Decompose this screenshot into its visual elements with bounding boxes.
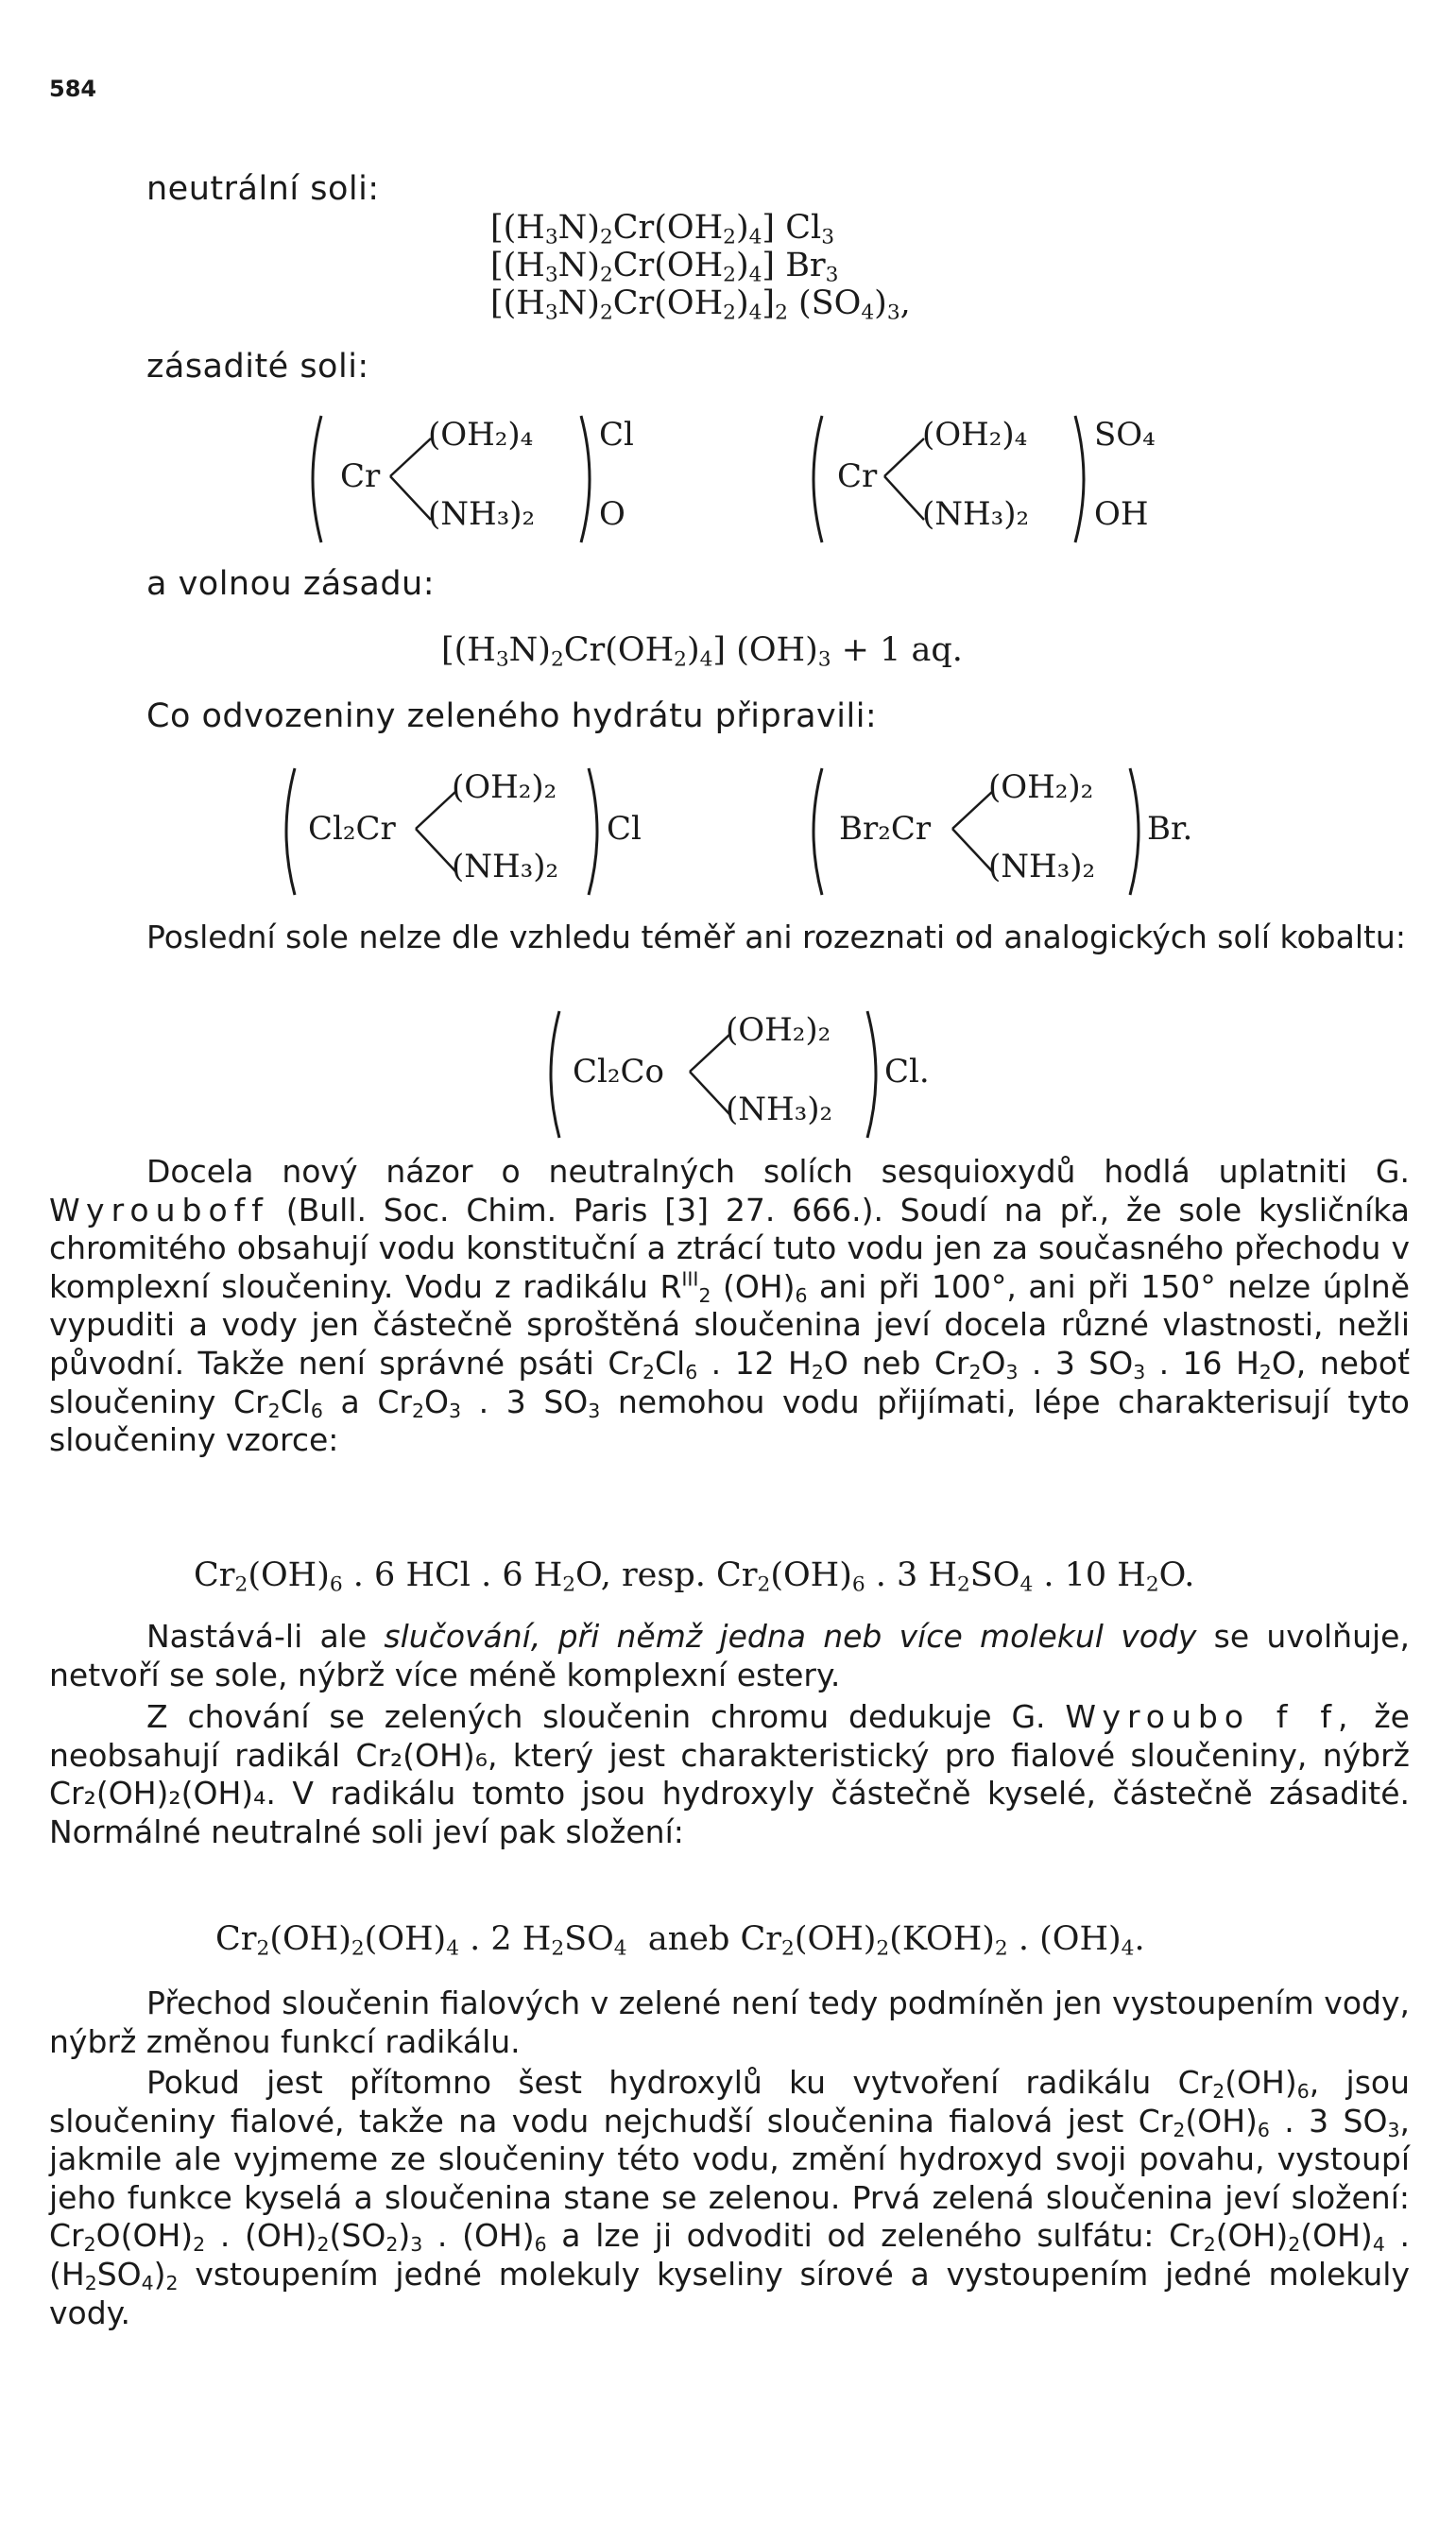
complex-center: Cr bbox=[340, 457, 381, 495]
ligand-water: (OH₂)₄ bbox=[428, 416, 534, 454]
complex-center: Cl₂Co bbox=[573, 1053, 665, 1091]
ligand-water: (OH₂)₂ bbox=[452, 768, 557, 806]
formula-neutral-chloride: $[(H_3N)_2Cr(OH_2)_4]$ $Cl_3$ bbox=[490, 209, 834, 249]
label-free-base: a volnou zásadu: bbox=[146, 565, 436, 603]
author-name: Wyroubo f f, bbox=[1065, 1698, 1355, 1735]
green-hydrate-chloride-complex bbox=[274, 761, 671, 902]
paragraph-hydroxyls: Pokud jest přítomno šest hydroxylů ku vytvoření radikálu $Cr_2(OH)_6$, jsou sloučeniny fialové, takže na vodu nejchudší sloučenina fialová jest $Cr_2(OH)_6$ . 3 $SO_3$, jakmile ale vyjmeme ze sloučeniny této vodu, změní hydroxyd svoji povahu, vystoupí jeho funkce kyselá a sloučenina stane se zelenou. Prvá zelená sloučenina jeví složení: $Cr_2O(OH)_2$ . $(OH)_2(SO_2)_3$ . $(OH)_6$ a lze ji odvoditi od zeleného sulfátu: $Cr_2(OH)_2(OH)_4$ . $(H_2SO_4)_2$ vstoupením jedné molekuly kyseliny sírové a vystoupením jedné molekuly vody. bbox=[49, 2064, 1410, 2331]
ligand-ammonia: (NH₃)₂ bbox=[452, 848, 559, 885]
formula-neutral-salt-composition: $Cr_2(OH)_2(OH)_4$ . 2 $H_2SO_4$ aneb $Cr_2(OH)_2(KOH)_2$ . $(OH)_4$. bbox=[215, 1920, 1145, 1961]
ligand-ammonia: (NH₃)₂ bbox=[428, 495, 536, 533]
ligand-water: (OH₂)₂ bbox=[726, 1011, 831, 1049]
paragraph-cobalt-comparison: Poslední sole nelze dle vzhledu téměř ani rozeznati od analogických solí kobaltu: bbox=[146, 919, 1406, 955]
ligand-water: (OH₂)₄ bbox=[922, 416, 1028, 454]
label-green-hydrate: Co odvozeniny zeleného hydrátu připravili: bbox=[146, 697, 878, 735]
label-basic-salts: zásadité soli: bbox=[146, 348, 369, 386]
outer-chlorine: Cl. bbox=[884, 1053, 930, 1091]
outer-bromine: Br. bbox=[1147, 810, 1193, 848]
complex-center: Cr bbox=[837, 457, 878, 495]
green-hydrate-bromide-complex bbox=[801, 761, 1198, 902]
outer-sulfate: SO₄ bbox=[1094, 416, 1156, 454]
page-number: 584 bbox=[49, 76, 97, 102]
formula-free-base: $[(H_3N)_2Cr(OH_2)_4] (OH)_3 + 1$ aq. bbox=[441, 631, 963, 672]
paragraph-esters: Nastává-li ale slučování, při němž jedna neb více molekul vody se uvolňuje, netvoří se sole, nýbrž více méně komplexní estery. bbox=[49, 1618, 1410, 1693]
ligand-ammonia: (NH₃)₂ bbox=[988, 848, 1096, 885]
outer-oxygen: O bbox=[599, 495, 625, 533]
author-name: Wyrouboff bbox=[49, 1191, 269, 1229]
complex-center: Cl₂Cr bbox=[308, 810, 396, 848]
cobalt-complex bbox=[539, 1004, 935, 1145]
basic-salt-sulfate-complex bbox=[801, 408, 1179, 550]
paragraph-transition: Přechod sloučenin fialových v zelené není tedy podmíněn jen vystoupením vody, nýbrž změnou funkcí radikálu. bbox=[49, 1985, 1410, 2060]
basic-salt-chloride-complex bbox=[300, 408, 659, 550]
outer-chlorine: Cl bbox=[607, 810, 642, 848]
complex-center: Br₂Cr bbox=[839, 810, 932, 848]
outer-chlorine: Cl bbox=[599, 416, 634, 454]
paragraph-green-compounds: Z chování se zelených sloučenin chromu dedukuje G. Wyroubo f f, že neobsahují radikál Cr₂(OH)₆, který jest charakteristický pro fialové sloučeniny, nýbrž Cr₂(OH)₂(OH)₄. V radikálu tomto jsou hydroxyly částečně kyselé, částečně zásadité. Normálné neutralné soli jeví pak složení: bbox=[49, 1698, 1410, 1850]
formula-neutral-sulfate: $[(H_3N)_2Cr(OH_2)_4]_2$ $(SO_4)_3$, bbox=[490, 284, 911, 325]
ligand-ammonia: (NH₃)₂ bbox=[922, 495, 1030, 533]
ligand-water: (OH₂)₂ bbox=[988, 768, 1094, 806]
paragraph-wyrouboff-theory: Docela nový názor o neutralných solích sesquioxydů hodlá uplatniti G. Wyrouboff (Bull. Soc. Chim. Paris [3] 27. 666.). Soudí na př., že sole kysličníka chromitého obsahují vodu konstituční a ztrácí tuto vodu jen za současného přechodu v komplexní sloučeniny. Vodu z radikálu $R^{III}_2$ $(OH)_6$ ani při 100°, ani při 150° nelze úplně vypuditi a vody jen částečně sproštěná sloučenina jeví docela různé vlastnosti, nežli původní. Takže není správné psáti $Cr_2Cl_6$ . 12 $H_2O$ neb $Cr_2O_3$ . 3 $SO_3$ . 16 $H_2O$, neboť sloučeniny $Cr_2Cl_6$ a $Cr_2O_3$ . 3 $SO_3$ nemohou vodu přijímati, lépe charakterisují tyto sloučeniny vzorce: bbox=[49, 1153, 1411, 1459]
formula-neutral-bromide: $[(H_3N)_2Cr(OH_2)_4]$ $Br_3$ bbox=[490, 247, 839, 287]
ligand-ammonia: (NH₃)₂ bbox=[726, 1091, 833, 1128]
formula-characteristic: $Cr_2(OH)_6$ . 6 HCl . 6 $H_2O$, resp. $Cr_2(OH)_6$ . 3 $H_2SO_4$ . 10 $H_2O$. bbox=[194, 1556, 1195, 1597]
outer-hydroxyl: OH bbox=[1094, 495, 1149, 533]
label-neutral-salts: neutrální soli: bbox=[146, 170, 380, 208]
